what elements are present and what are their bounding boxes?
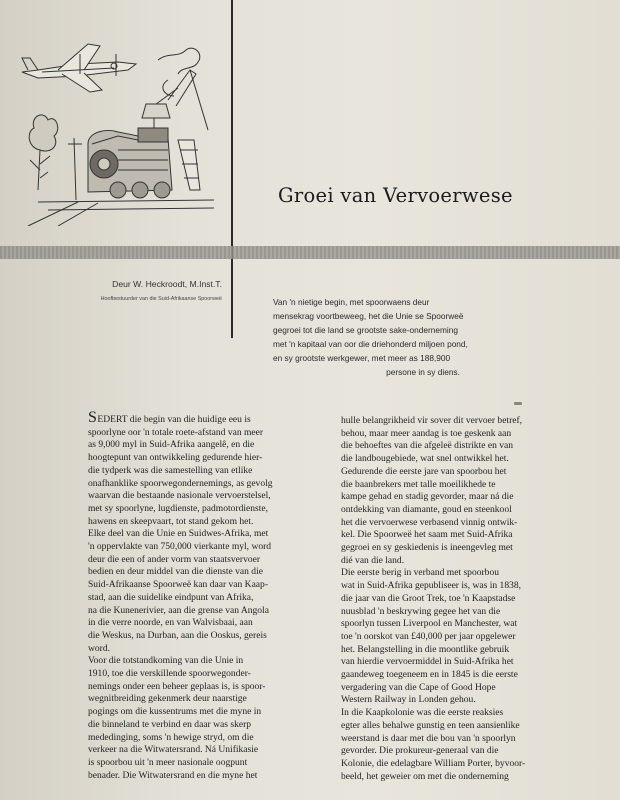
body-line: die tydperk was die samestelling van etlike xyxy=(88,464,253,476)
body-line: hoogtepunt van ontwikkeling gedurende hier- xyxy=(88,452,263,464)
drop-cap: S xyxy=(88,409,98,426)
body-column-2 xyxy=(341,415,585,783)
body-line: mededinging, soms 'n hewige stryd, om die xyxy=(88,731,254,743)
body-line: deur die een of ander vorm van staatsvervoer xyxy=(88,553,261,565)
body-line: beeld, het geweier om met die onderneming xyxy=(341,770,509,782)
article-author: Deur W. Heckroodt, M.Inst.T. xyxy=(112,279,222,289)
body-line: die jaar van die Groot Trek, toe 'n Kaapstadse xyxy=(341,592,516,604)
body-line: EDERT die begin van die huidige eeu is xyxy=(97,414,251,425)
body-line: spoorlyn tussen Liverpool en Manchester, wat xyxy=(341,618,518,630)
transport-illustration-icon xyxy=(18,40,214,226)
body-line: waarvan die bestaande nasionale vervoerstelsel, xyxy=(88,490,271,502)
body-line: Western Railway in Londen gehou. xyxy=(341,694,476,706)
vertical-rule xyxy=(231,0,233,338)
intro-line: met 'n kapitaal van oor die driehonderd miljoen pond, xyxy=(273,339,468,349)
body-line: Voor die totstandkoming van die Unie in xyxy=(88,655,244,667)
body-line: gegroei en sy geskiedenis is ineengevleg met xyxy=(341,542,513,554)
body-line: het. Belangstelling in die moontlike gebruik xyxy=(341,643,510,655)
article-intro xyxy=(273,295,573,379)
body-line: as 9,000 myl in Suid-Afrika aangelê, en die xyxy=(88,439,255,451)
body-line: dié van die land. xyxy=(341,554,405,566)
body-line: in die verre noorde, en van Walvisbaai, aan xyxy=(88,617,253,629)
body-line: die baanbrekers met talle moeilikhede te xyxy=(341,478,496,490)
body-line: hulle belangrikheid vir sover dit vervoer betref, xyxy=(341,415,523,426)
author-affiliation: Hoofbestuurder van die Suid-Afrikaanse Spoorweë xyxy=(100,296,222,302)
body-column-1 xyxy=(88,409,334,782)
body-line: ontdekking van diamante, goud en steenkool xyxy=(341,503,512,515)
intro-line: en sy grootste werkgewer, met meer as 188,900 xyxy=(273,353,451,363)
article-title: Groei van Vervoerwese xyxy=(278,184,513,207)
body-line: Die eerste berig in verband met spoorbou xyxy=(341,567,500,579)
body-line: gevorder. Die prokureur-generaal van die xyxy=(341,745,499,757)
body-line: van hierdie vervoermiddel in Suid-Afrika het xyxy=(341,656,514,668)
body-line: Gedurende die eerste jare van spoorbou het xyxy=(341,465,507,477)
body-line: 1910, toe die verskillende spoorwegonder- xyxy=(88,668,251,680)
body-line: benader. Die Witwatersrand en die myne het xyxy=(88,769,258,781)
body-line: hawens en skeepvaart, tot stand gekom het. xyxy=(88,515,254,527)
body-line: wegnitbreiding gekenmerk deur naarstige xyxy=(88,693,247,705)
intro-line: persone in sy diens. xyxy=(386,367,460,377)
intro-line: Van 'n nietige begin, met spoorwaens deur xyxy=(273,297,430,307)
body-line: die Weskus, na Durban, aan die Ooskus, gereis xyxy=(88,629,267,641)
horizontal-band xyxy=(0,246,620,259)
body-line: die behoeftes van die afgeleë distrikte en van xyxy=(341,440,514,452)
body-line: behou, maar meer aandag is toe geskenk aan xyxy=(341,427,512,439)
body-line: egter alles behalwe gunstig en teen aansienlike xyxy=(341,719,520,731)
body-line: onafhanklike spoorwegondernemings, as gevolg xyxy=(88,477,273,489)
body-line: stad, aan die suidelike eindpunt van Afrika, xyxy=(88,591,254,603)
body-line: die binneland te verbind en daar was skerp xyxy=(88,718,252,730)
body-line: spoorlyne oor 'n totale roete-afstand van meer xyxy=(88,426,264,438)
body-line: kampe gehad en stadig gevorder, maar ná die xyxy=(341,491,514,503)
body-line: word. xyxy=(88,642,111,654)
body-line: In die Kaapkolonie was die eerste reaksies xyxy=(341,707,504,719)
body-line: nuusblad 'n beskrywing gegee het van die xyxy=(341,605,501,617)
intro-line: gegroei tot die land se grootste sake-onderneming xyxy=(273,325,458,335)
body-line: kel. Die Spoorweë het saam met Suid-Afrika xyxy=(341,529,513,541)
body-line: wat in Suid-Afrika gepubliseer is, was in 1838, xyxy=(341,580,522,592)
body-line: met sy spoorlyne, lugdienste, padmotordienste, xyxy=(88,502,269,514)
body-line: vergadering van die Cape of Good Hope xyxy=(341,681,496,693)
body-line: toe 'n oorskot van £40,000 per jaar opgelewer xyxy=(341,630,516,642)
body-line: Elke deel van die Unie en Suidwes-Afrika, met xyxy=(88,528,269,540)
body-line: nemings onder een beheer geplaas is, is spoor- xyxy=(88,680,266,692)
body-line: verkeer na die Witwatersrand. Ná Unifikasie xyxy=(88,744,259,756)
body-line: het die vervoerwese verbasend vinnig ontwik- xyxy=(341,516,518,528)
intro-line: mensekrag voortbeweeg, het die Unie se Spoorweë xyxy=(273,311,464,321)
body-line: bedien en deur middel van die dienste van die xyxy=(88,566,263,578)
body-line: pogings om die kussentrums met die myne in xyxy=(88,706,262,718)
body-line: Suid-Afrikaanse Spoorweë kan daar van Kaap- xyxy=(88,579,268,591)
body-line: 'n oppervlakte van 750,000 vierkante myl, word xyxy=(88,541,272,553)
body-line: is spoorbou uit 'n meer nasionale oogpunt xyxy=(88,756,248,768)
body-line: gaandeweg toegeneem en in 1845 is die eerste xyxy=(341,669,518,681)
body-line: die landbougebiede, wat snel ontwikkel het. xyxy=(341,453,509,465)
print-speck xyxy=(514,402,522,405)
body-line: na die Kunenerivier, aan die grense van Angola xyxy=(88,604,269,616)
body-line: weerstand is daar met die bou van 'n spoorlyn xyxy=(341,732,516,744)
body-line: Kolonie, die edelagbare William Porter, byvoor- xyxy=(341,757,526,769)
